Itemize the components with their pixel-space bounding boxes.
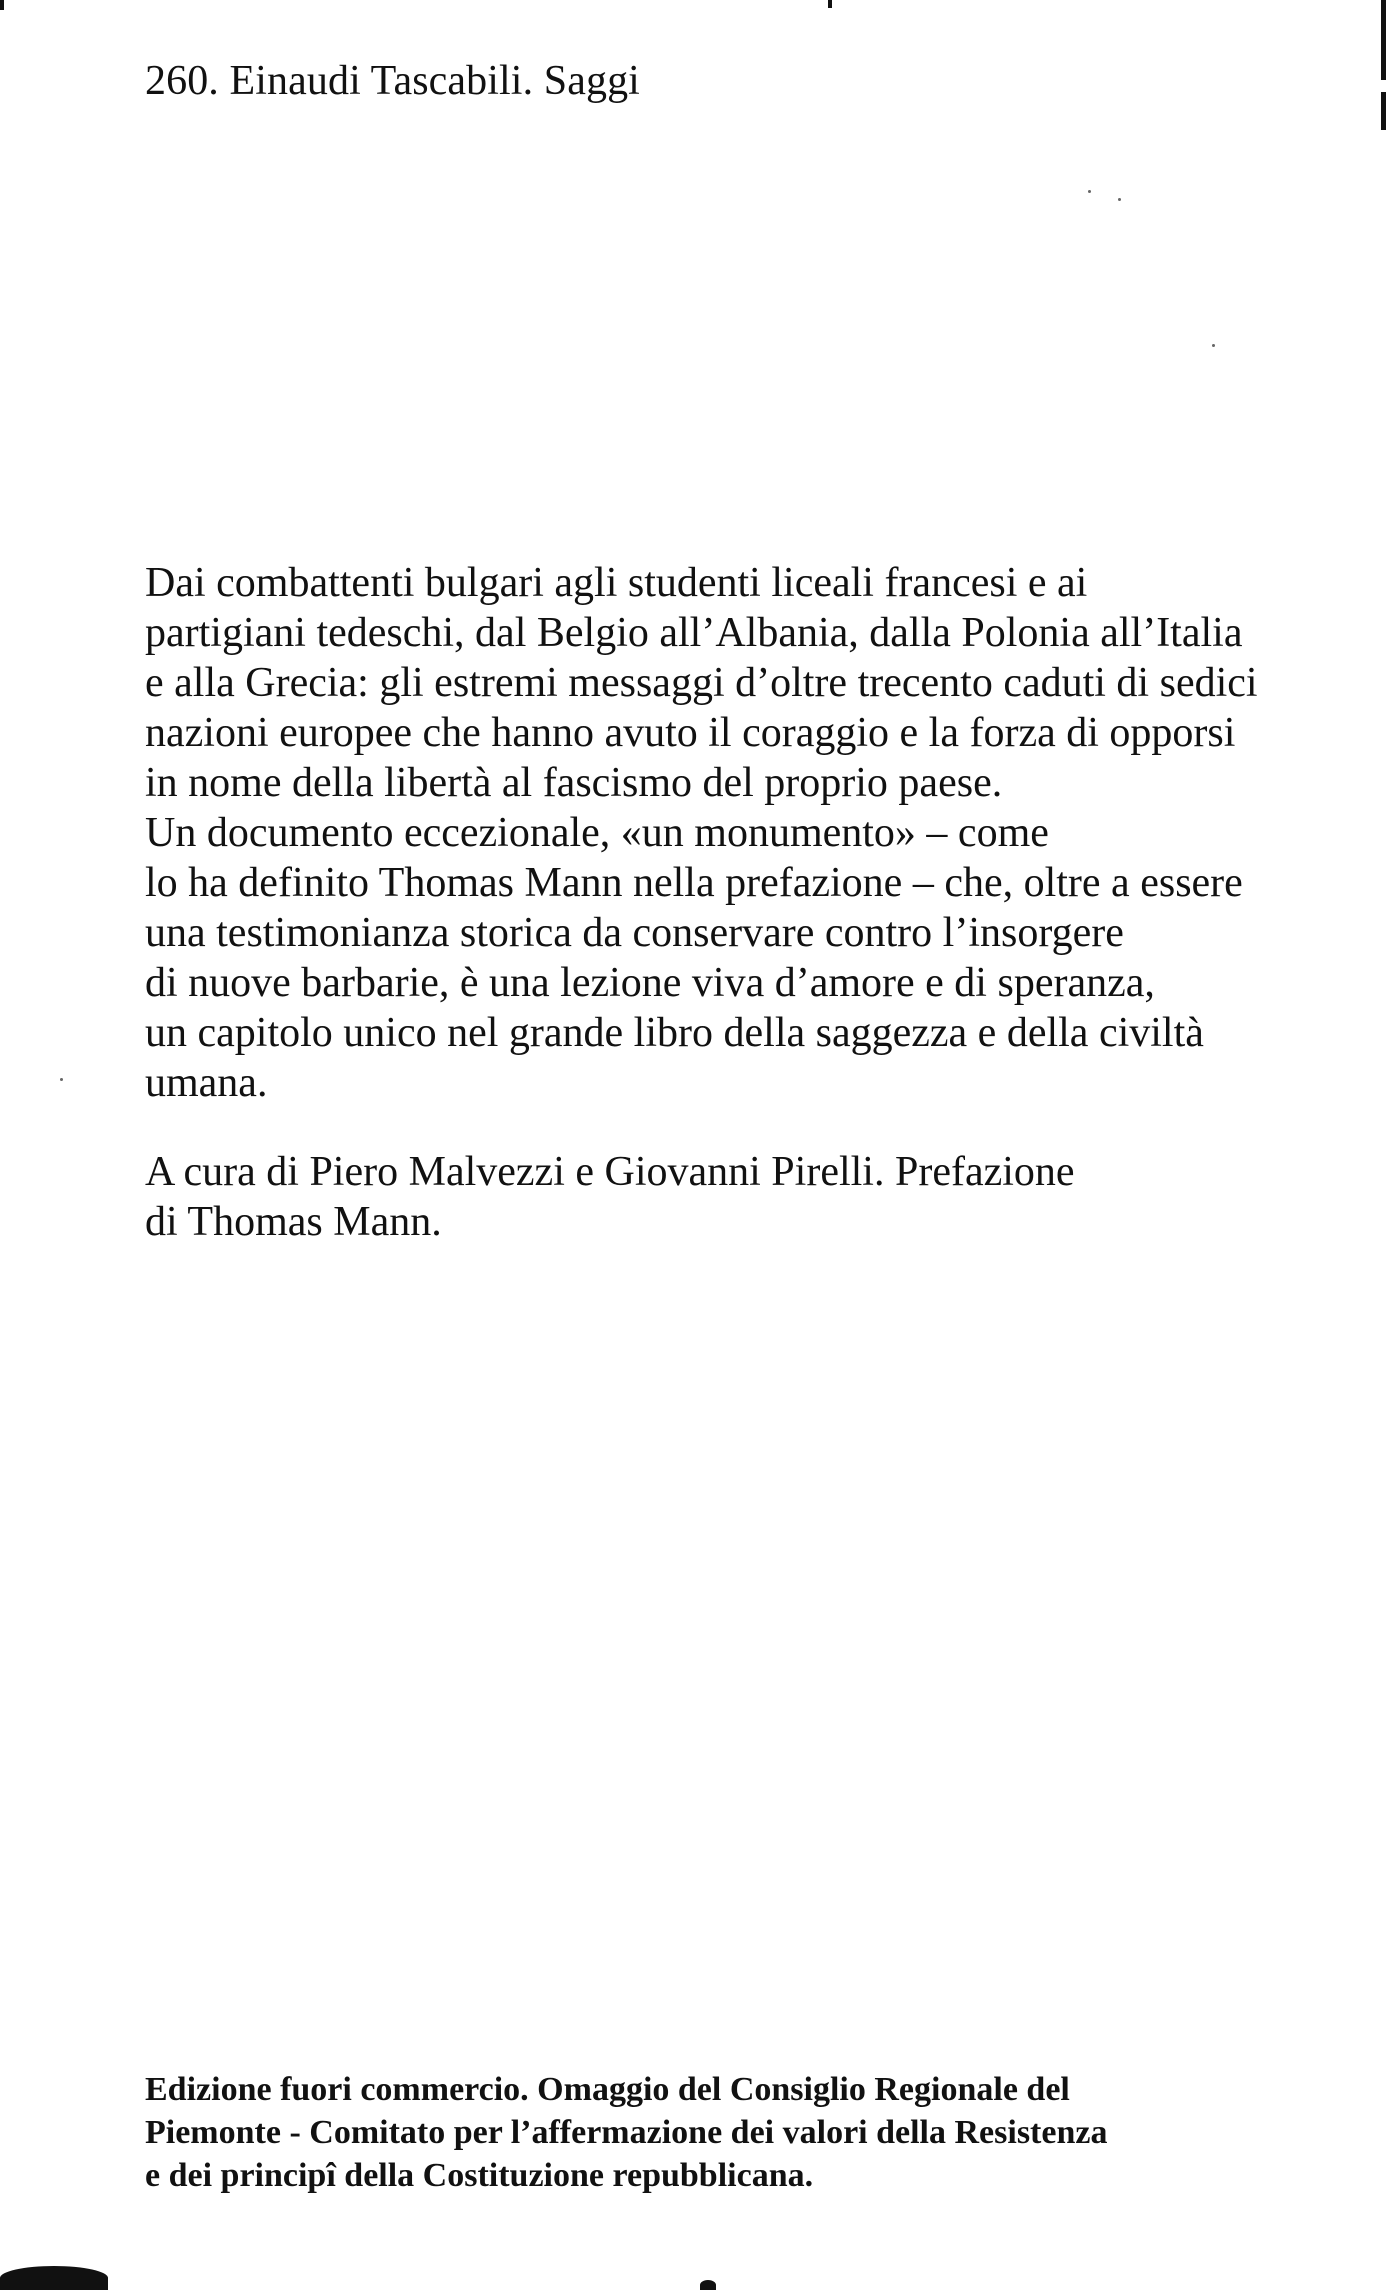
book-description [145, 558, 1325, 1108]
credits-line: di Thomas Mann. [145, 1199, 442, 1245]
scan-mark [828, 0, 832, 8]
description-line: umana. [145, 1060, 268, 1106]
description-line: nazioni europee che hanno avuto il coraggio e la forza di opporsi [145, 710, 1236, 756]
scan-speck [1088, 190, 1091, 193]
credits-line: A cura di Piero Malvezzi e Giovanni Pirelli. Prefazione [145, 1149, 1075, 1195]
description-line: una testimonianza storica da conservare contro l’insorgere [145, 910, 1124, 956]
scan-speck [60, 1078, 63, 1081]
description-line: in nome della libertà al fascismo del proprio paese. [145, 760, 1003, 806]
scan-mark [0, 2266, 108, 2290]
edition-note-line: e dei principî della Costituzione repubblicana. [145, 2157, 814, 2194]
description-line: Dai combattenti bulgari agli studenti liceali francesi e ai [145, 560, 1088, 606]
series-title: 260. Einaudi Tascabili. Saggi [145, 58, 640, 104]
scan-speck [1212, 344, 1215, 347]
scan-mark [1381, 0, 1386, 130]
description-line: di nuove barbarie, è una lezione viva d’amore e di speranza, [145, 960, 1155, 1006]
description-line: un capitolo unico nel grande libro della saggezza e della civiltà [145, 1010, 1204, 1056]
description-line: e alla Grecia: gli estremi messaggi d’oltre trecento caduti di sedici [145, 660, 1258, 706]
description-line: lo ha definito Thomas Mann nella prefazione – che, oltre a essere [145, 860, 1243, 906]
scan-mark [0, 0, 4, 10]
edition-note-line: Edizione fuori commercio. Omaggio del Consiglio Regionale del [145, 2071, 1070, 2108]
description-line: Un documento eccezionale, «un monumento» – come [145, 810, 1049, 856]
edition-note-line: Piemonte - Comitato per l’affermazione dei valori della Resistenza [145, 2114, 1108, 2151]
scan-speck [1118, 198, 1121, 201]
description-line: partigiani tedeschi, dal Belgio all’Albania, dalla Polonia all’Italia [145, 610, 1243, 656]
editor-credits [145, 1147, 1325, 1247]
scan-mark [700, 2280, 716, 2290]
edition-note [145, 2068, 1265, 2197]
